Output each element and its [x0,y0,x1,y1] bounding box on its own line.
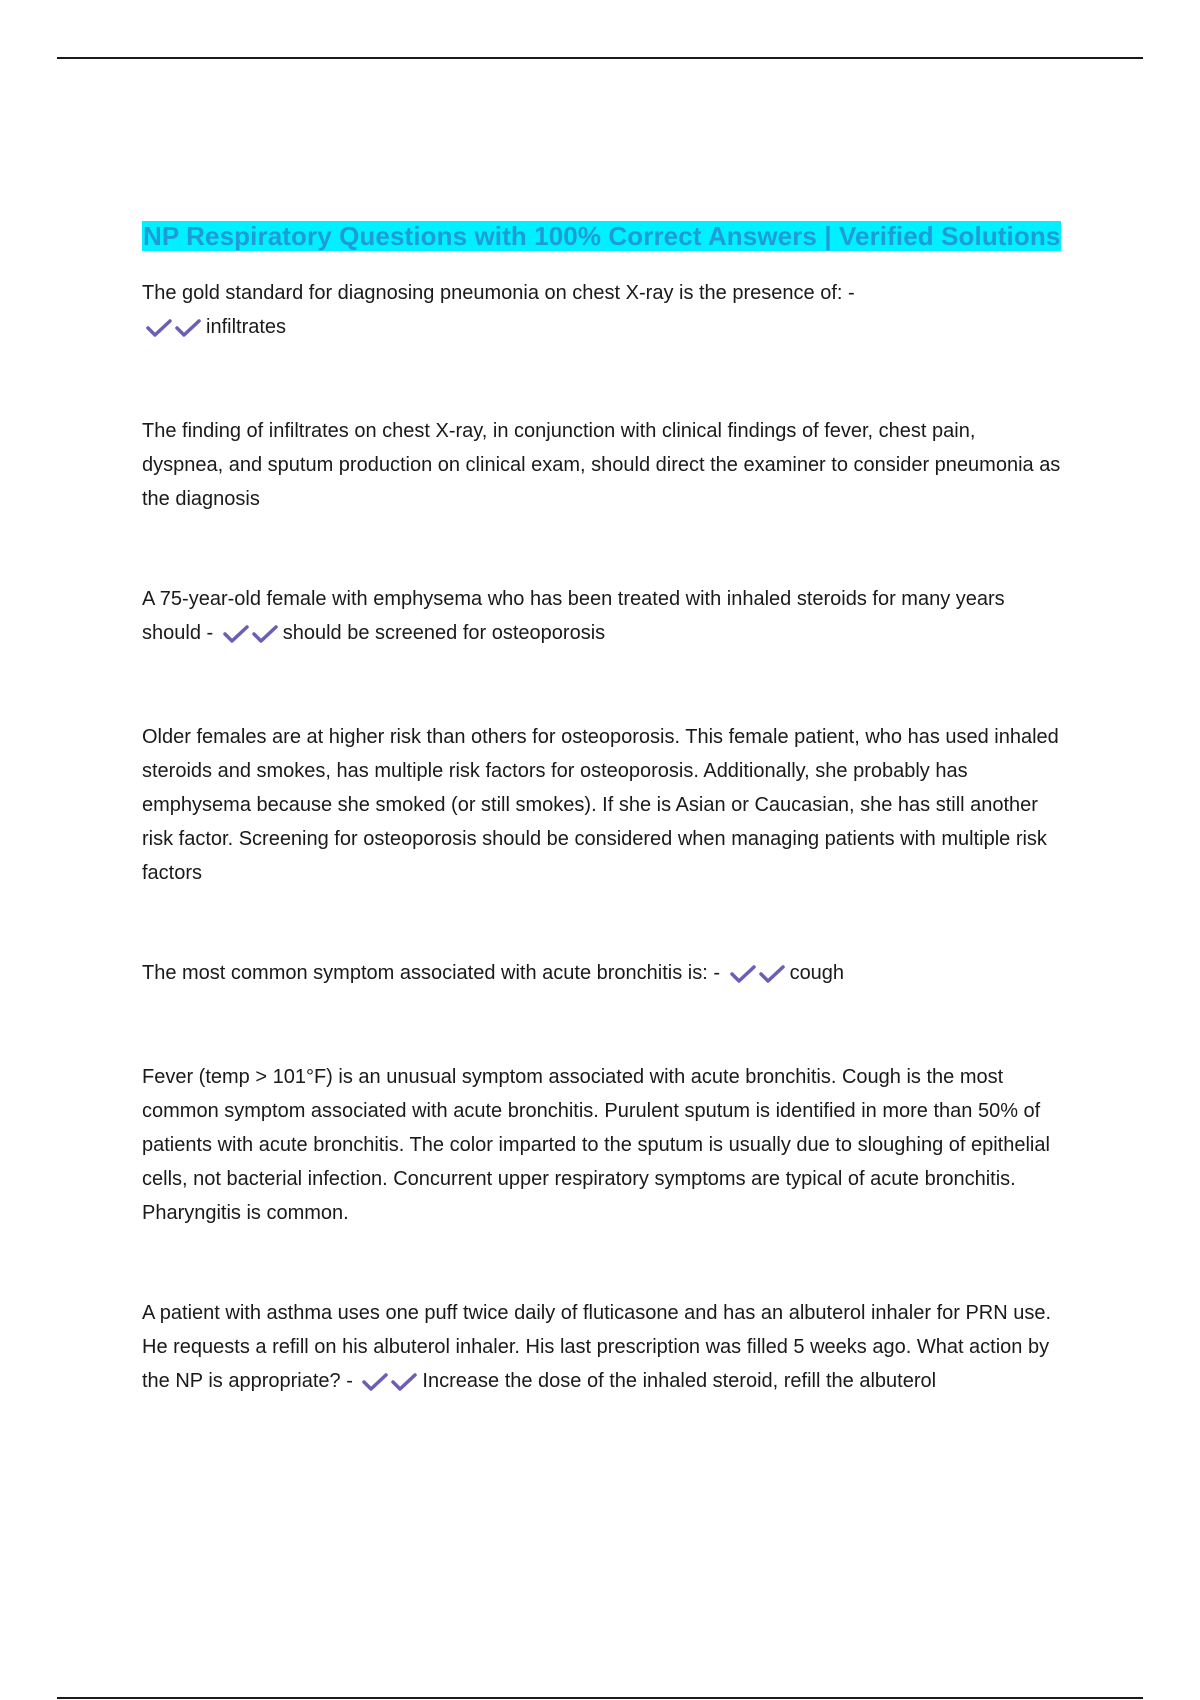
top-rule [57,57,1143,59]
question-text: A patient with asthma uses one puff twice daily of fluticasone and has an albuterol inhaler for PRN use. He requests a refill on his albuterol inhaler. His last prescription was filled 5 weeks ago. What action by the NP is appropriate? - [142,1302,1052,1392]
explanation-2: Older females are at higher risk than others for osteoporosis. This female patient, who has used inhaled steroids and smokes, has multiple risk factors for osteoporosis. Additionally, she probably has emphysema because she smoked (or still smokes). If she is Asian or Caucasian, she has still another risk factor. Screening for osteoporosis should be considered when managing patients with multiple risk factors [142,726,1059,884]
explanation-3: Fever (temp > 101°F) is an unusual symptom associated with acute bronchitis. Cough is the most common symptom associated with acute bronchitis. Purulent sputum is identified in more than 50% of patients with acute bronchitis. The color imparted to the sputum is usually due to sloughing of epithelial cells, not bacterial infection. Concurrent upper respiratory symptoms are typical of acute bronchitis. Pharyngitis is common. [142,1066,1050,1224]
check-icon [759,965,785,983]
check-icon [362,1373,388,1391]
check-icon [146,319,172,337]
answer-text: infiltrates [206,316,287,338]
answer-text: cough [789,962,845,984]
document-body [142,214,1062,1402]
explanation-1: The finding of infiltrates on chest X-ray, in conjunction with clinical findings of fever, chest pain, dyspnea, and sputum production on clinical exam, should direct the examiner to consider pneumonia as the diagnosis [142,420,1061,510]
question-text: The gold standard for diagnosing pneumonia on chest X-ray is the presence of: - [142,282,855,304]
check-icon [252,625,278,643]
check-icon-pair [730,960,788,994]
title-highlight: NP Respiratory Questions with 100% Correct Answers | Verified Solutions [143,221,1061,251]
check-icon [391,1373,417,1391]
check-icon [175,319,201,337]
check-icon-pair [223,620,281,654]
question-text: A 75-year-old female with emphysema who has been treated with inhaled steroids for many years should - [142,588,1005,644]
qa-item-2 [142,582,1062,654]
answer-text: Increase the dose of the inhaled steroid, refill the albuterol [422,1370,937,1392]
qa-item-4 [142,1296,1062,1402]
qa-item-3 [142,956,1062,994]
answer-text: should be screened for osteoporosis [282,622,606,644]
check-icon [730,965,756,983]
question-text: The most common symptom associated with acute bronchitis is: - [142,962,720,984]
check-icon-pair [146,314,204,348]
check-icon [223,625,249,643]
bottom-rule [57,1697,1143,1699]
check-icon-pair [362,1368,420,1402]
document-title [142,214,1062,258]
qa-item-1 [142,276,1062,348]
